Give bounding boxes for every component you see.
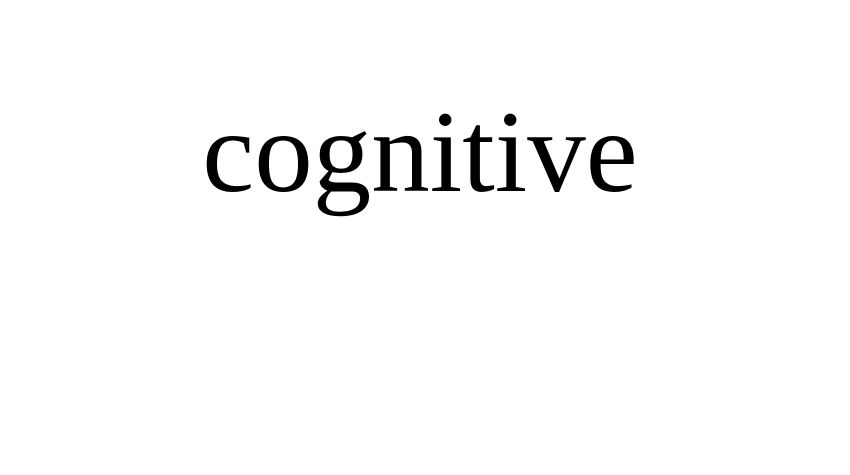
displayed-word: cognitive bbox=[202, 88, 638, 217]
